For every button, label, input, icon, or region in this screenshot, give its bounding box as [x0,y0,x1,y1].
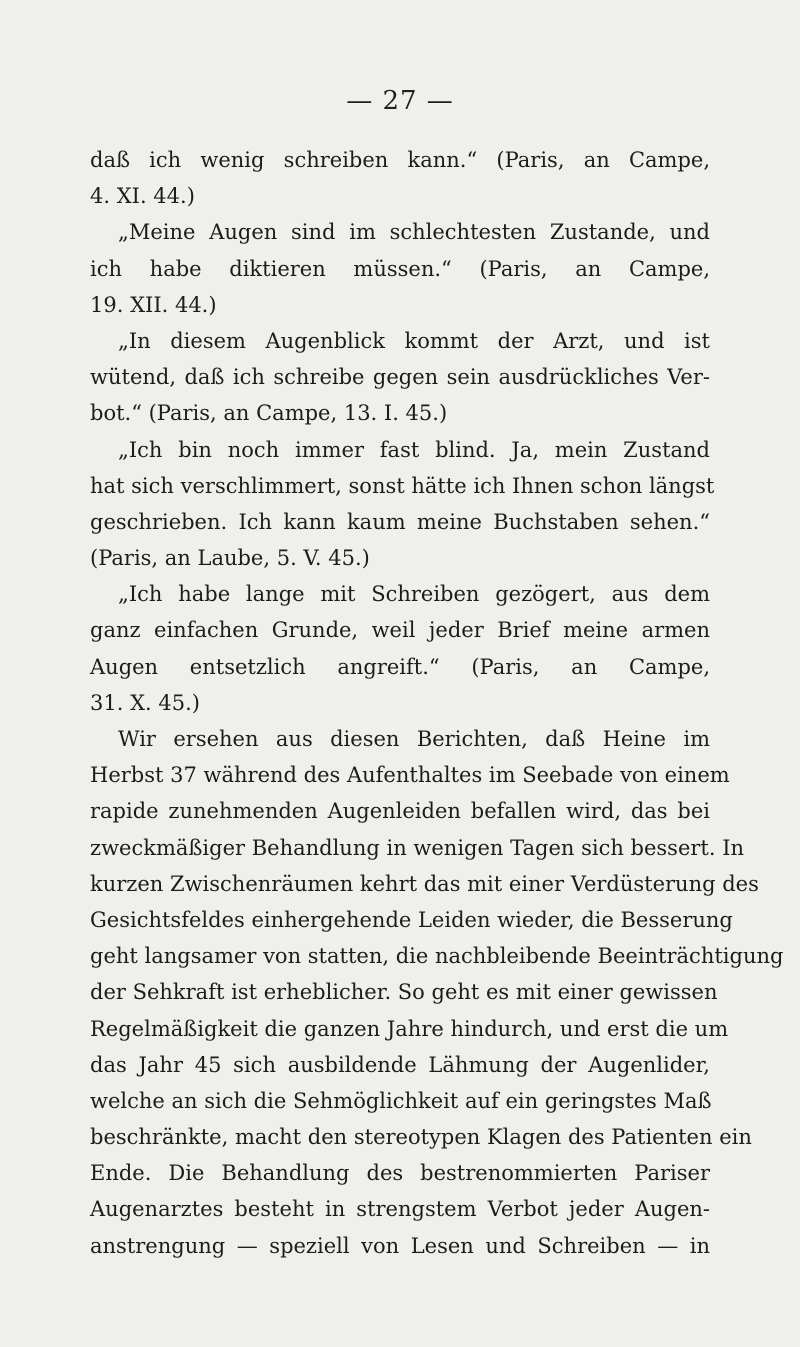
text-line: 4. XI. 44.) [90,184,195,209]
body-text [90,142,784,1264]
text-line: Augen entsetzlich angreift.“ (Paris, an Campe, [90,654,710,679]
text-line: „In diesem Augenblick kommt der Arzt, und ist [118,328,710,353]
text-line: „Ich habe lange mit Schreiben gezögert, aus dem [118,582,710,607]
page-number: — 27 — [346,86,454,116]
text-line: „Ich bin noch immer fast blind. Ja, mein Zustand [118,437,710,462]
text-line: Wir ersehen aus diesen Berichten, daß Heine im [118,727,710,751]
text-line: Regelmäßigkeit die ganzen Jahre hindurch, und erst die um [90,1016,729,1041]
text-line: „Meine Augen sind im schlechtesten Zustande, und [118,220,710,245]
text-line: Herbst 37 während des Aufenthaltes im Seebade von einem [90,763,730,788]
text-line: ich habe diktieren müssen.“ (Paris, an Campe, [90,256,710,281]
text-line: 19. XII. 44.) [90,292,217,317]
text-line: geschrieben. Ich kann kaum meine Buchstaben sehen.“ [90,509,710,534]
text-line: der Sehkraft ist erheblicher. So geht es mit einer gewissen [90,980,718,1005]
text-line: kurzen Zwischenräumen kehrt das mit einer Verdüsterung des [90,871,759,896]
text-line: bot.“ (Paris, an Campe, 13. I. 45.) [90,401,448,426]
text-line: ganz einfachen Grunde, weil jeder Brief meine armen [90,618,710,643]
text-line: (Paris, an Laube, 5. V. 45.) [90,546,370,571]
text-line: beschränkte, macht den stereotypen Klagen des Patienten ein [90,1125,752,1150]
text-line: das Jahr 45 sich ausbildende Lähmung der Augenlider, [90,1052,710,1077]
text-line: Gesichtsfeldes einhergehende Leiden wieder, die Besserung [90,907,733,932]
text-line: welche an sich die Sehmöglichkeit auf ein geringstes Maß [90,1088,712,1113]
text-line: anstrengung — speziell von Lesen und Schreiben — in [90,1233,710,1258]
text-line: Ende. Die Behandlung des bestrenommierten Pariser [90,1161,710,1186]
text-line: daß ich wenig schreiben kann.“ (Paris, an Campe, [90,148,710,172]
text-line: rapide zunehmenden Augenleiden befallen wird, das bei [90,799,710,824]
text-line: wütend, daß ich schreibe gegen sein ausdrückliches Ver- [90,365,710,390]
text-line: 31. X. 45.) [90,690,200,715]
text-line: Augenarztes besteht in strengstem Verbot jeder Augen- [90,1197,710,1222]
text-line: hat sich verschlimmert, sonst hätte ich Ihnen schon längst [90,473,715,498]
text-line: zweckmäßiger Behandlung in wenigen Tagen sich bessert. In [90,835,745,860]
text-line: geht langsamer von statten, die nachbleibende Beeinträchtigung [90,944,784,969]
